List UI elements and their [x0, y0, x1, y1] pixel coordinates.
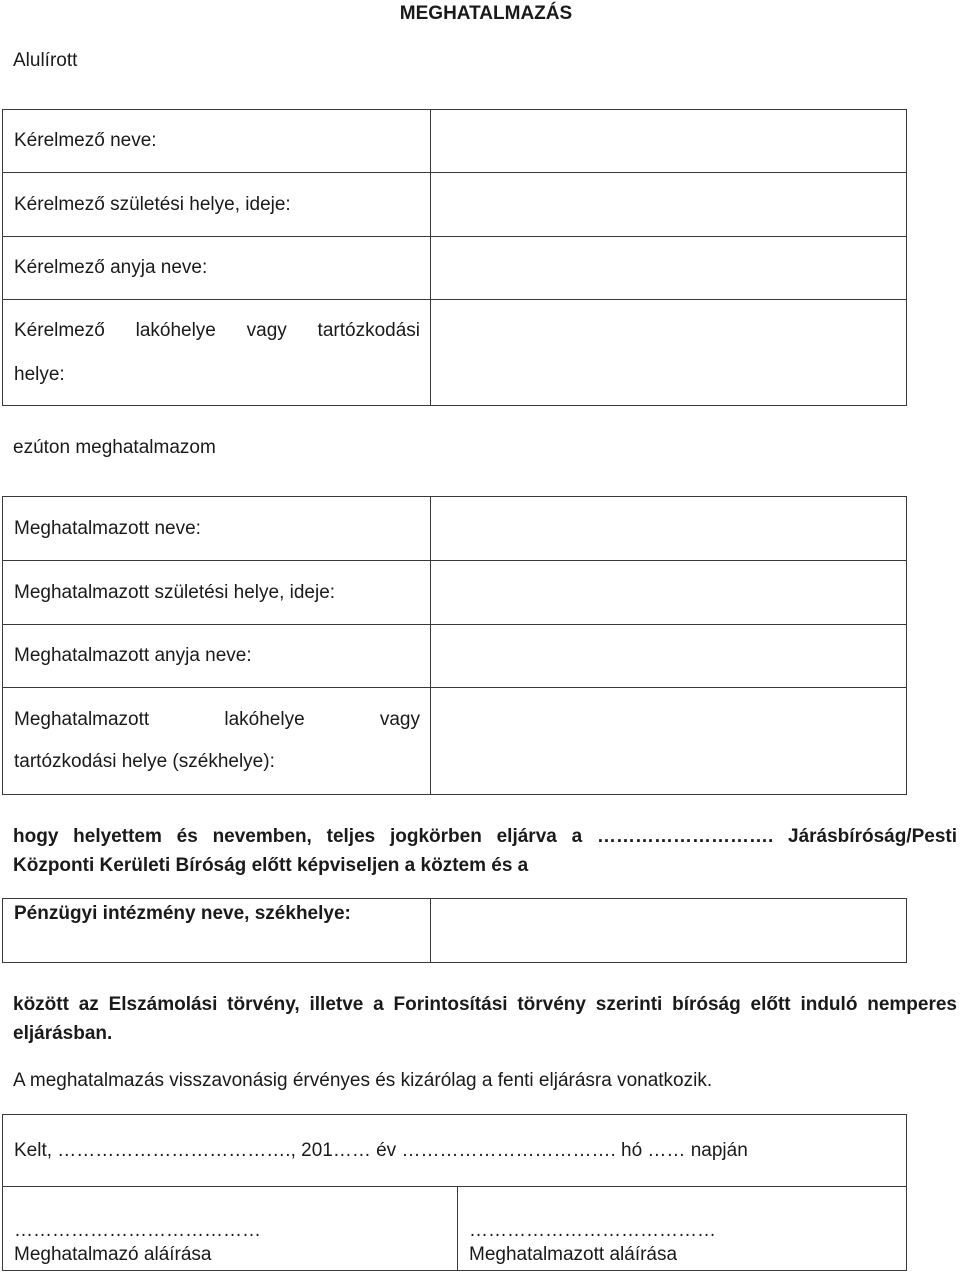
applicant-residence-label [3, 300, 431, 406]
agent-residence-label [3, 688, 431, 795]
representation-paragraph: hogy helyettem és nevemben, teljes jogkörben eljárva a ………………………. Járásbíróság/Pesti Központi Kerületi Bíróság előtt képviseljen a köztem és a [13, 826, 957, 876]
agent-mother-field[interactable] [431, 625, 907, 688]
applicant-birth-label: Kérelmező születési helye, ideje: [3, 173, 431, 237]
applicant-residence-line1 [14, 317, 420, 345]
institution-label: Pénzügyi intézmény neve, székhelye: [3, 899, 431, 963]
applicant-mother-field[interactable] [431, 237, 907, 300]
applicant-name-field[interactable] [431, 110, 907, 173]
applicant-mother-row [3, 237, 907, 300]
validity-text: A meghatalmazás visszavonásig érvényes és kizárólag a fenti eljárásra vonatkozik. [13, 1070, 713, 1091]
agent-mother-row [3, 625, 907, 688]
agent-residence-field[interactable] [431, 688, 907, 795]
institution-field[interactable] [431, 899, 907, 963]
principal-signature-cell[interactable] [3, 1187, 458, 1271]
agent-signature-line: ………………………………… [469, 1220, 716, 1241]
residence-word: vagy [246, 319, 287, 341]
applicant-residence-row [3, 300, 907, 406]
institution-table [2, 898, 907, 963]
institution-row [3, 899, 907, 963]
agent-birth-row [3, 561, 907, 625]
agent-table [2, 496, 907, 795]
agent-residence-line1 [14, 706, 420, 734]
residence-word: tartózkodási [317, 319, 420, 341]
residence-word: Meghatalmazott [14, 709, 150, 730]
document-title: MEGHATALMAZÁS [399, 3, 573, 24]
signature-table [2, 1114, 907, 1271]
residence-word: vagy [379, 709, 420, 730]
date-line[interactable]: Kelt, ………………………………., 201…… év ……………………………. hó …… napján [3, 1115, 907, 1187]
applicant-mother-label: Kérelmező anyja neve: [3, 237, 431, 300]
applicant-residence-field[interactable] [431, 300, 907, 406]
agent-signature-cell[interactable] [458, 1187, 907, 1271]
applicant-birth-row [3, 173, 907, 237]
agent-residence-row [3, 688, 907, 795]
agent-name-label: Meghatalmazott neve: [3, 497, 431, 561]
applicant-residence-line2: helye: [14, 363, 65, 385]
applicant-name-label: Kérelmező neve: [3, 110, 431, 173]
residence-word: Kérelmező [14, 319, 105, 341]
principal-signature-label: Meghatalmazó aláírása [14, 1244, 212, 1265]
agent-mother-label: Meghatalmazott anyja neve: [3, 625, 431, 688]
authorize-text: ezúton meghatalmazom [13, 437, 216, 458]
intro-text: Alulírott [13, 50, 78, 71]
agent-residence-line2: tartózkodási helye (székhelye): [14, 751, 275, 772]
residence-word: lakóhelye [224, 709, 305, 730]
proceedings-paragraph: között az Elszámolási törvény, illetve a Forintosítási törvény szerinti bíróság előtt induló nemperes eljárásban. [13, 994, 957, 1044]
applicant-name-row [3, 110, 907, 173]
agent-birth-field[interactable] [431, 561, 907, 625]
agent-signature-label: Meghatalmazott aláírása [469, 1244, 678, 1265]
applicant-birth-field[interactable] [431, 173, 907, 237]
agent-name-row [3, 497, 907, 561]
residence-word: lakóhelye [135, 319, 216, 341]
agent-name-field[interactable] [431, 497, 907, 561]
date-row [3, 1115, 907, 1187]
principal-signature-line: ………………………………… [14, 1220, 261, 1241]
applicant-table [2, 109, 907, 406]
agent-birth-label: Meghatalmazott születési helye, ideje: [3, 561, 431, 625]
signature-row [3, 1187, 907, 1271]
